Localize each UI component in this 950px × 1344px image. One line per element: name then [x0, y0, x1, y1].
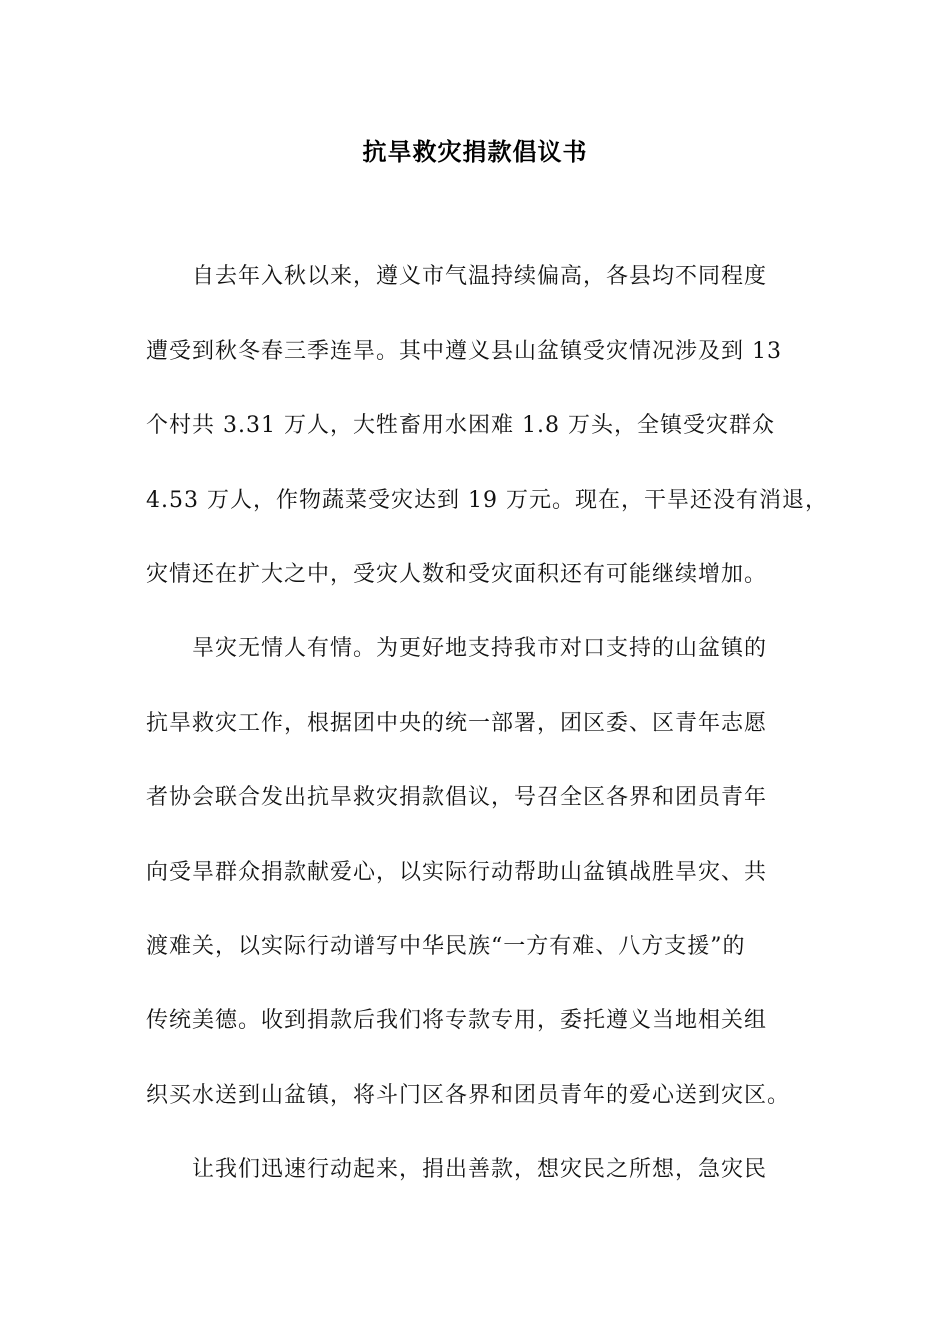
paragraph-2-line-5: 渡难关，以实际行动谱写中华民族“一方有难、八方支援”的 [146, 934, 746, 959]
paragraph-1-line-3: 个村共 3.31 万人，大牲畜用水困难 1.8 万头，全镇受灾群众 [146, 413, 775, 438]
paragraph-2-line-4: 向受旱群众捐款献爱心，以实际行动帮助山盆镇战胜旱灾、共 [146, 860, 768, 885]
paragraph-3-line-1: 让我们迅速行动起来，捐出善款，想灾民之所想，急灾民 [192, 1157, 768, 1182]
paragraph-2-line-2: 抗旱救灾工作，根据团中央的统一部署，团区委、区青年志愿 [146, 711, 768, 736]
paragraph-1-line-2: 遭受到秋冬春三季连旱。其中遵义县山盆镇受灾情况涉及到 13 [146, 339, 782, 364]
paragraph-2-line-6: 传统美德。收到捐款后我们将专款专用，委托遵义当地相关组 [146, 1008, 768, 1033]
paragraph-1-line-4: 4.53 万人，作物蔬菜受灾达到 19 万元。现在，干旱还没有消退， [146, 488, 828, 513]
document-title: 抗旱救灾捐款倡议书 [362, 138, 588, 166]
paragraph-2-line-1: 旱灾无情人有情。为更好地支持我市对口支持的山盆镇的 [192, 636, 768, 661]
paragraph-2-line-7: 织买水送到山盆镇，将斗门区各界和团员青年的爱心送到灾区。 [146, 1083, 791, 1108]
paragraph-1-line-5: 灾情还在扩大之中，受灾人数和受灾面积还有可能继续增加。 [146, 562, 768, 587]
paragraph-1-line-1: 自去年入秋以来，遵义市气温持续偏高，各县均不同程度 [192, 264, 768, 289]
paragraph-2-line-3: 者协会联合发出抗旱救灾捐款倡议，号召全区各界和团员青年 [146, 785, 768, 810]
